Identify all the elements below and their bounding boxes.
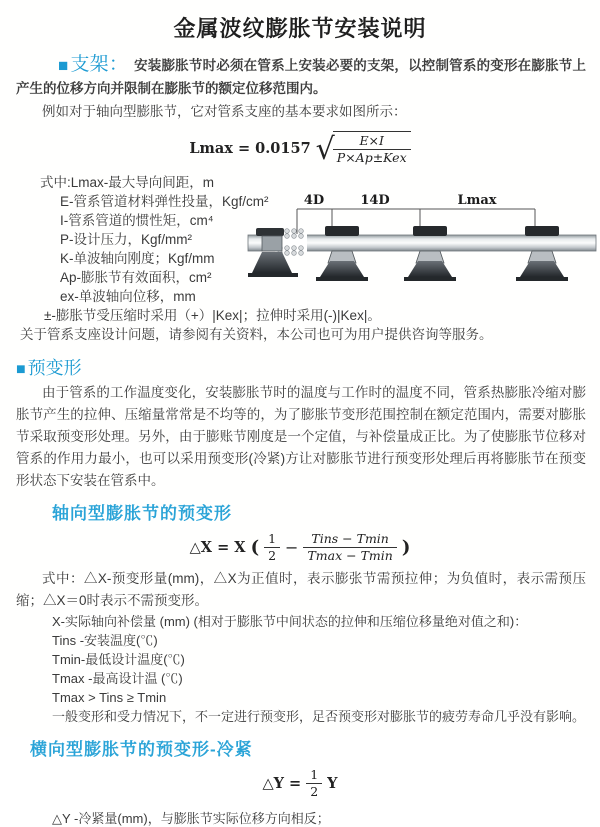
pipe-support-diagram: [242, 188, 598, 290]
formula-lhs: △Y =: [262, 775, 302, 793]
lmax-formula: [0, 131, 600, 167]
axial-formula-explanation: 式中：△X-预变形量(mm)，△X为正值时，表示膨张节需预拉伸；为负值时，表示需预压缩；△X＝0时表示不需预变形。: [16, 571, 586, 608]
minus-operator: −: [285, 537, 299, 557]
definition-item: 一般变形和受力情况下，不一定进行预变形，足否预变形对膨胀节的疲劳寿命几乎没有影响。: [52, 709, 586, 724]
definition-item: K-单波轴向刚度；Kgf/mm: [60, 250, 215, 266]
guide-support: [516, 226, 568, 281]
definition-item: E-管系管道材料弹性投量，Kgf/cm²: [60, 193, 269, 209]
half-fraction: [306, 767, 322, 801]
square-bullet-icon: ■: [58, 56, 69, 75]
definition-item: X-实际轴向补偿量 (mm) (相对于膨胀节中间状态的拉伸和压缩位移量绝对值之和)：: [52, 614, 528, 629]
fraction-denominator: 2: [268, 547, 277, 563]
sqrt-icon: √: [315, 131, 335, 167]
definition-item: Tmax -最高设计温 (℃): [52, 671, 183, 686]
close-paren: ): [401, 536, 411, 558]
support-example-line: 例如对于轴向型膨胀节，它对管系支座的基本要求如图所示：: [42, 104, 407, 119]
half-fraction: [264, 531, 280, 565]
radical: [316, 131, 411, 167]
definition-item: ex-单波轴向位移，mm: [60, 288, 196, 304]
definition-item: ±-膨胀节受压缩时采用（+）|Kex|；拉伸时采用(-)|Kex|。: [44, 307, 381, 323]
definition-item: 关于管系支座设计问题，请参阅有关资料，本公司也可为用户提供咨询等服务。: [20, 326, 493, 342]
guide-support: [404, 226, 456, 281]
fraction-denominator: Tmax − Tmin: [307, 547, 393, 563]
fraction-numerator: Tins − Tmin: [303, 531, 396, 548]
support-intro-text: 安装膨胀节时必须在管系上安装必要的支架，以控制管系的变形在膨胀节上产生的位移方向并限制在膨胀节的额定位移范围内。: [16, 58, 586, 96]
dim-label-14d: 14D: [360, 193, 390, 208]
formula-rhs: Y: [327, 775, 338, 793]
square-bullet-icon: ■: [16, 360, 26, 378]
dim-label-lmax: Lmax: [457, 193, 497, 208]
axial-subheading: 轴向型膨胀节的预变形: [52, 503, 232, 523]
definition-item: Tmin-最低设计温度(℃): [52, 652, 185, 667]
fraction-numerator: 1: [264, 531, 280, 548]
formula-lhs: △X = X: [189, 538, 246, 556]
fraction-numerator: 1: [306, 767, 322, 784]
open-paren: (: [250, 536, 260, 558]
fraction: [333, 131, 411, 167]
temperature-fraction: [303, 531, 396, 565]
fraction-numerator: E×I: [333, 133, 411, 150]
lateral-note: △Y -冷紧量(mm)，与膨胀节实际位移方向相反；: [52, 810, 330, 826]
support-section-label: 支架：: [70, 54, 129, 75]
guide-support: [316, 226, 368, 281]
predeform-section-heading: [16, 354, 600, 380]
predeform-paragraph: 由于管系的工作温度变化，安装膨胀节时的温度与工作时的温度不同，管系热膨胀冷缩对膨胀节产生的拉伸、压缩量常常是不均等的，为了膨胀节变形范围控制在额定范围内，需要对膨胀节采取预变形处理。另外，由于膨账节刚度是一个定值，与补偿量成正比。为了使膨胀节位移对管系的作用力最小，也可以采用预变形(冷紧)方让对膨胀节进行预变形处理后再将膨胀节在预变形状态下安装在管系中。: [16, 384, 586, 488]
definition-item: Ap-膨胀节有效面积，cm²: [60, 269, 212, 285]
delta-y-formula: [0, 767, 600, 801]
page-title: 金属波纹膨胀节安装说明: [173, 16, 427, 41]
fraction-denominator: 2: [310, 784, 319, 800]
definition-item: Tmax > Tins ≥ Tmin: [52, 690, 167, 705]
definition-item: 式中:Lmax-最大导向间距，m: [40, 174, 215, 190]
definition-item: I-管系管道的惯性矩，cm⁴: [60, 212, 214, 228]
definition-item: P-设计压力，Kgf/mm²: [60, 231, 193, 247]
dim-label-4d: 4D: [303, 193, 325, 208]
formula-lhs: Lmax = 0.0157: [189, 140, 311, 158]
axial-definitions-list: [0, 612, 600, 726]
delta-x-formula: [0, 531, 600, 565]
definition-item: Tins -安装温度(℃): [52, 633, 158, 648]
lateral-subheading: 横向型膨胀节的预变形-冷紧: [30, 740, 253, 759]
predeform-section-label: 预变形: [27, 357, 82, 378]
fraction-denominator: P×Ap±Kex: [336, 150, 407, 166]
support-intro-paragraph: [16, 53, 586, 100]
